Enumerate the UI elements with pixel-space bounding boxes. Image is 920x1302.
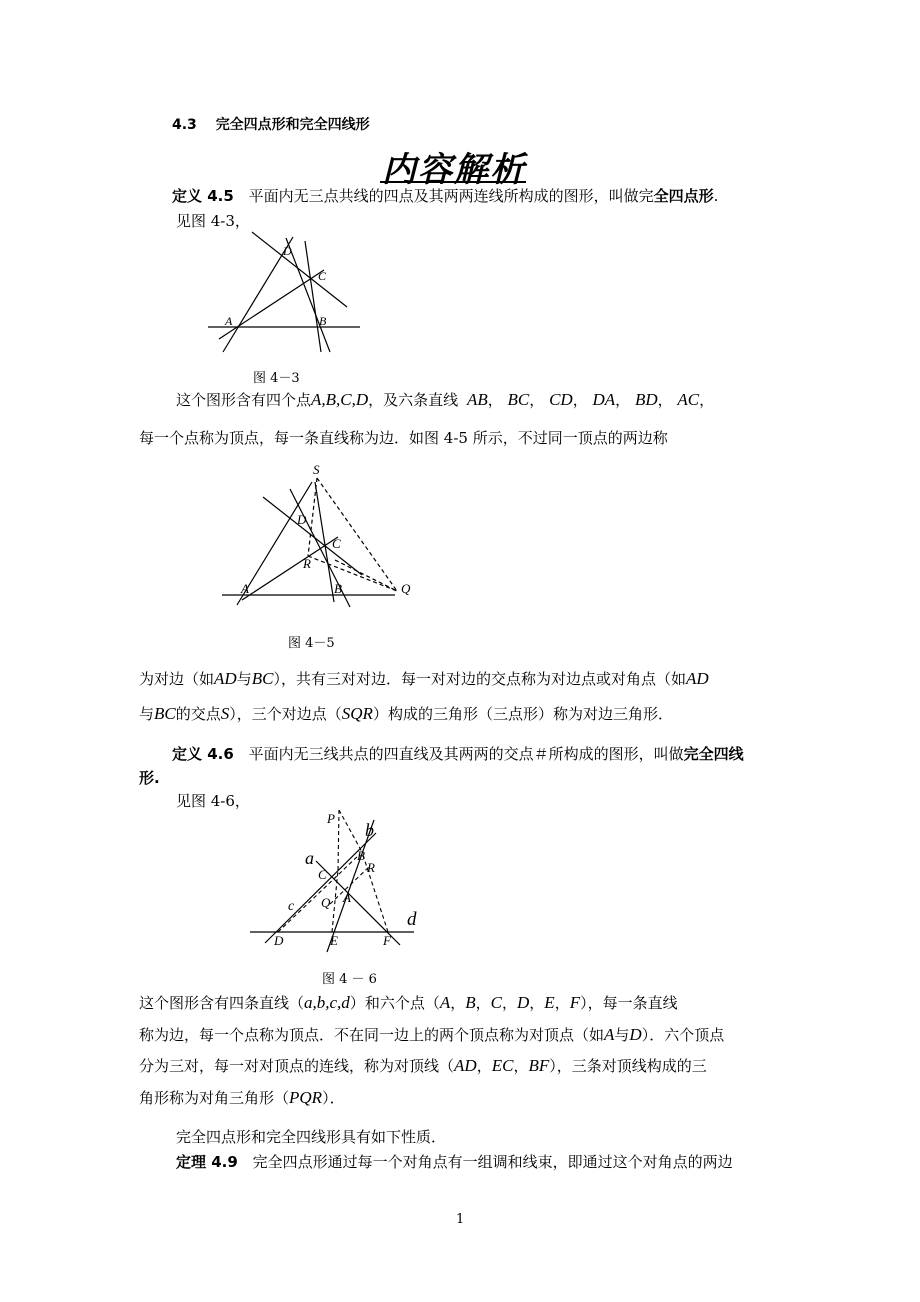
section-heading: [172, 114, 370, 134]
fig-label-A: A: [225, 314, 233, 328]
point-name: D: [629, 1025, 642, 1044]
line-DC: [263, 497, 362, 575]
separator: ，: [615, 391, 631, 409]
line-name: BD: [634, 390, 658, 409]
para-text: 角形称为对角三角形（: [139, 1089, 290, 1107]
point-name: C: [490, 993, 502, 1012]
definition-label: 定义 4.6: [172, 745, 234, 763]
point-name: E: [544, 993, 555, 1012]
figure-caption: 图 4－5: [288, 636, 335, 651]
fig-label-F: F: [383, 933, 391, 948]
triangle-name: SQR: [341, 704, 373, 723]
line-name: BC: [251, 669, 274, 688]
fig-label-Q: Q: [321, 895, 331, 910]
separator: ，: [513, 1057, 529, 1075]
fig-label-D: D: [274, 933, 284, 948]
theorem-label: 定理 4.9: [176, 1153, 238, 1171]
point-name: S: [220, 704, 230, 723]
definition-4-6-cont: [139, 769, 160, 787]
fig-label-b: b: [365, 820, 374, 840]
separator: ，: [529, 994, 545, 1012]
theorem-4-9: [176, 1153, 733, 1171]
definition-term: 全四点形: [653, 187, 714, 205]
definition-period: .: [713, 187, 719, 205]
para-text: 与: [236, 670, 252, 688]
fig-label-P: P: [327, 811, 335, 826]
line-name: AD: [214, 669, 237, 688]
para-text: ），三个对边点（: [229, 705, 342, 723]
paragraph-2-line-2: [139, 705, 673, 723]
para-text: ），三条对顶线构成的三: [549, 1057, 707, 1075]
fig-label-D: D: [283, 244, 292, 258]
paragraph-3-line-4: [139, 1089, 345, 1107]
para-text: 这个图形含有四个点: [176, 391, 312, 409]
separator: ，: [450, 994, 466, 1012]
fig-label-a: a: [305, 848, 314, 868]
line-DB: [286, 238, 330, 352]
fig-label-c: c: [288, 899, 295, 914]
line-name: AB: [466, 390, 488, 409]
fig-label-D: D: [297, 512, 307, 527]
definition-4-6: [172, 745, 744, 763]
para-text: 称为边，每一个点称为顶点．不在同一边上的两个顶点称为对顶点（如: [139, 1026, 605, 1044]
page-number: 1: [456, 1212, 465, 1227]
separator: ，: [572, 391, 588, 409]
para-text: ），共有三对对边．每一对对边的交点称为对边点或对角点（如: [273, 670, 686, 688]
para-text: 这个图形含有四条直线（: [139, 994, 305, 1012]
figure-caption: 图 4－3: [253, 371, 300, 386]
fig-label-A: A: [343, 890, 351, 905]
paragraph-2-line-1: [139, 670, 709, 688]
section-title: 完全四点形和完全四线形: [215, 117, 370, 133]
line-BC: [305, 241, 321, 352]
definition-4-5: [172, 187, 718, 205]
separator: ，: [476, 1057, 492, 1075]
paragraph-3-line-3: [139, 1057, 707, 1075]
fig-label-R: R: [303, 556, 311, 571]
theorem-text: 完全四点形通过每一个对角点有一组调和线束，即通过这个对角点的两边: [252, 1153, 733, 1171]
line-name: DA: [592, 390, 616, 409]
paragraph-3-line-2: [139, 1026, 724, 1044]
fig-label-d: d: [407, 909, 417, 930]
separator: ，: [501, 994, 517, 1012]
points-list: A,B,C,D: [311, 390, 369, 409]
separator: ，: [657, 391, 673, 409]
fig-label-B: B: [357, 848, 365, 863]
point-name: D: [517, 993, 530, 1012]
line-RQ: [308, 556, 397, 591]
point-name: B: [465, 993, 476, 1012]
separator: ，: [475, 994, 491, 1012]
para-text: ）和六个点（: [349, 994, 440, 1012]
line-AC: [219, 270, 324, 339]
para-text: 分为三对，每一对对顶点的连线，称为对顶线（: [139, 1057, 455, 1075]
section-number: 4.3: [172, 117, 197, 133]
definition-text: 平面内无三线共点的四直线及其两两的交点＃所构成的图形，叫做: [248, 745, 684, 763]
figure-4-5: [220, 458, 420, 618]
paragraph-4: 完全四点形和完全四线形具有如下性质．: [176, 1128, 447, 1146]
para-text: ，及六条直线: [368, 391, 459, 409]
line-DC: [252, 232, 347, 307]
line-name: BC: [154, 704, 176, 723]
para-text: ）．六个顶点: [641, 1026, 725, 1044]
line-PB: [339, 810, 362, 852]
fig-label-B: B: [319, 314, 327, 328]
fig-label-S: S: [313, 462, 320, 477]
line-PE: [338, 810, 339, 870]
line-name: EC: [491, 1056, 514, 1075]
point-name: F: [569, 993, 581, 1012]
para-text: 的交点: [175, 705, 221, 723]
fig-label-B: B: [334, 581, 342, 596]
figure-4-3: [200, 225, 380, 365]
banner-title: 内容解析: [382, 150, 526, 190]
triangle-name: PQR: [289, 1088, 323, 1107]
point-name: A: [604, 1025, 615, 1044]
definition-label: 定义 4.5: [172, 187, 234, 205]
definition-term: 完全四线: [683, 745, 744, 763]
definition-period: .: [154, 769, 160, 787]
line-CQ: [335, 560, 397, 591]
para-text: 与: [139, 705, 155, 723]
fig-label-A: A: [241, 581, 249, 596]
point-name: A: [439, 993, 451, 1012]
figure-4-6: [245, 808, 445, 958]
banner-underline: [380, 181, 526, 183]
paragraph-1-line-1: [176, 391, 714, 409]
definition-text: 平面内无三点共线的四点及其两两连线所构成的图形，叫做完: [248, 187, 654, 205]
line-name: AC: [677, 390, 700, 409]
para-text: ），每一条直线: [580, 994, 678, 1012]
para-text: 与: [614, 1026, 630, 1044]
figure-caption: 图 4 － 6: [322, 972, 377, 987]
line-AC: [242, 537, 338, 600]
separator: ，: [487, 391, 503, 409]
lines-list: a,b,c,d: [304, 993, 350, 1012]
para-text: 为对边（如: [139, 670, 215, 688]
fig-label-C: C: [332, 536, 341, 551]
separator: ，: [529, 391, 545, 409]
para-text: ）构成的三角形（三点形）称为对边三角形．: [372, 705, 673, 723]
para-text: ）．: [322, 1089, 345, 1107]
fig-label-C: C: [318, 269, 327, 283]
line-name: BF: [528, 1056, 550, 1075]
definition-term-end: 形: [139, 769, 155, 787]
separator: ，: [699, 391, 715, 409]
separator: ，: [554, 994, 570, 1012]
fig-label-C: C: [318, 867, 327, 882]
fig-label-E: E: [330, 933, 338, 948]
paragraph-3-line-1: [139, 994, 678, 1012]
line-name: AD: [685, 669, 709, 688]
line-name: AD: [454, 1056, 477, 1075]
paragraph-1-line-2: 每一个点称为顶点，每一条直线称为边．如图 4-5 所示，不过同一顶点的两边称: [139, 429, 668, 447]
fig-label-R: R: [367, 860, 375, 875]
figure-ref: 见图 4-6，: [176, 792, 250, 810]
figure-ref: 见图 4-3，: [176, 212, 250, 230]
line-name: BC: [507, 390, 530, 409]
line-name: CD: [549, 390, 573, 409]
fig-label-Q: Q: [401, 581, 411, 596]
